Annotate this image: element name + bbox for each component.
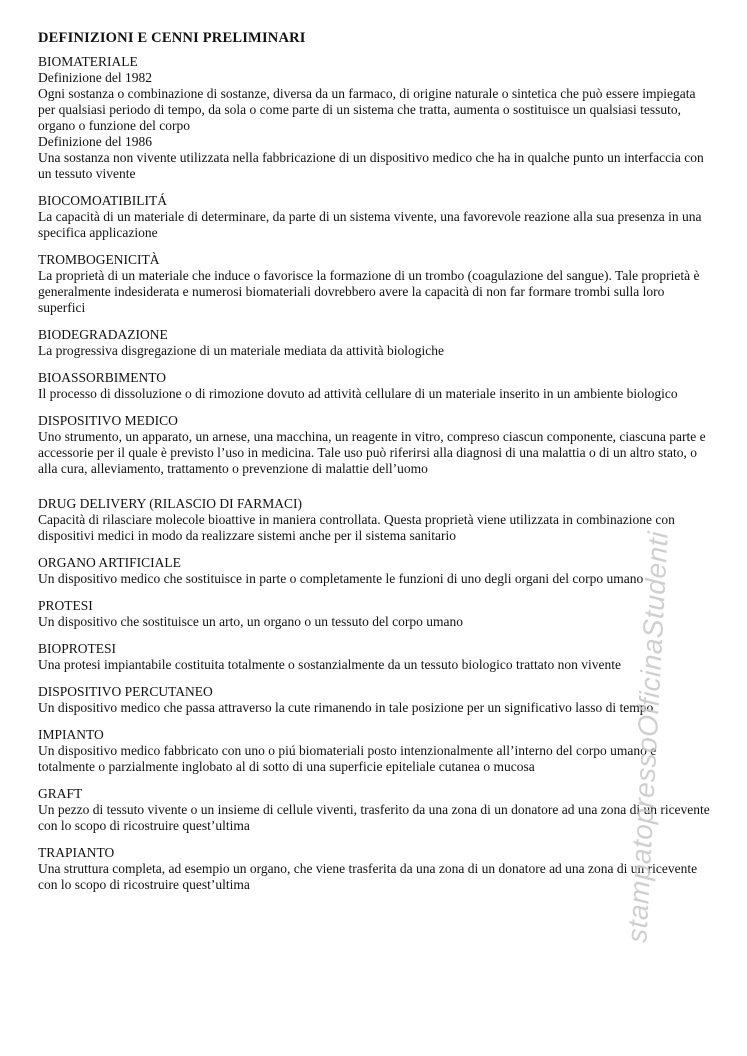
definition-text: Un dispositivo medico che sostituisce in parte o completamente le funzioni di uno degli organi del corpo umano xyxy=(38,571,644,586)
definition-term: TROMBOGENICITÀ xyxy=(38,252,160,267)
definition-term: BIODEGRADAZIONE xyxy=(38,327,168,342)
definition-section xyxy=(38,54,713,182)
definition-section xyxy=(38,413,713,477)
definition-text: Una struttura completa, ad esempio un organo, che viene trasferita da una zona di un donatore ad una zona di un ricevente con lo scopo di ricostruire quest’ultima xyxy=(38,861,698,892)
definition-text: Un dispositivo medico fabbricato con uno o piú biomateriali posto intenzionalmente all’interno del corpo umano e totalmente o parzialmente inglobato al di sotto di una superficie epiteliale cutanea o mucosa xyxy=(38,743,657,774)
definition-term: BIOPROTESI xyxy=(38,641,117,656)
definition-term: GRAFT xyxy=(38,786,83,801)
definition-term: DISPOSITIVO PERCUTANEO xyxy=(38,684,213,699)
definition-text: La proprietà di un materiale che induce o favorisce la formazione di un trombo (coagulazione del sangue). Tale proprietà è generalmente indesiderata e numerosi biomateriali dovrebbero avere la capacità di non far formare trombi sulla loro superfici xyxy=(38,268,700,315)
definition-term: DRUG DELIVERY (RILASCIO DI FARMACI) xyxy=(38,496,302,511)
definition-text: La capacità di un materiale di determinare, da parte di un sistema vivente, una favorevole reazione alla sua presenza in una specifica applicazione xyxy=(38,209,702,240)
definition-section xyxy=(38,555,713,587)
definition-section xyxy=(38,193,713,241)
definition-term: BIOASSORBIMENTO xyxy=(38,370,167,385)
definition-term: DISPOSITIVO MEDICO xyxy=(38,413,178,428)
definition-text: Un dispositivo che sostituisce un arto, un organo o un tessuto del corpo umano xyxy=(38,614,463,629)
definition-section xyxy=(38,684,713,716)
definition-term: TRAPIANTO xyxy=(38,845,115,860)
definition-term: IMPIANTO xyxy=(38,727,104,742)
definition-section xyxy=(38,496,713,544)
definition-text: Definizione del 1986 xyxy=(38,134,152,149)
definition-text: Il processo di dissoluzione o di rimozione dovuto ad attività cellulare di un materiale inserito in un ambiente biologico xyxy=(38,386,678,401)
definition-section xyxy=(38,727,713,775)
definition-text: Una sostanza non vivente utilizzata nella fabbricazione di un dispositivo medico che ha in qualche punto un interfaccia con un tessuto vivente xyxy=(38,150,704,181)
definitions-list xyxy=(38,54,713,893)
definition-text: Capacità di rilasciare molecole bioattive in maniera controllata. Questa proprietà viene utilizzata in combinazione con dispositivi medici in modo da realizzare sistemi anche per il sistema sanitario xyxy=(38,512,675,543)
definition-text: Ogni sostanza o combinazione di sostanze, diversa da un farmaco, di origine naturale o sintetica che può essere impiegata per qualsiasi periodo di tempo, da sola o come parte di un sistema che tratta, aumenta o sostituisce un qualsiasi tessuto, organo o funzione del corpo xyxy=(38,86,696,133)
definition-term: BIOCOMOATIBILITÁ xyxy=(38,193,167,208)
definition-text: Un dispositivo medico che passa attraverso la cute rimanendo in tale posizione per un significativo lasso di tempo xyxy=(38,700,654,715)
definition-section xyxy=(38,252,713,316)
definition-term: BIOMATERIALE xyxy=(38,54,138,69)
page-title: DEFINIZIONI E CENNI PRELIMINARI xyxy=(38,30,306,46)
definition-section xyxy=(38,641,713,673)
definition-section xyxy=(38,786,713,834)
definition-text: Una protesi impiantabile costituita totalmente o sostanzialmente da un tessuto biologico trattato non vivente xyxy=(38,657,621,672)
definition-section xyxy=(38,845,713,893)
definition-text: Un pezzo di tessuto vivente o un insieme di cellule viventi, trasferito da una zona di un donatore ad una zona di un ricevente con lo scopo di ricostruire quest’ultima xyxy=(38,802,710,833)
watermark-text: stampatopressoOfficinaStudenti xyxy=(621,530,674,944)
definition-text: La progressiva disgregazione di un materiale mediata da attività biologiche xyxy=(38,343,444,358)
definition-section xyxy=(38,598,713,630)
definition-section xyxy=(38,327,713,359)
definition-section xyxy=(38,370,713,402)
definition-text: Uno strumento, un apparato, un arnese, una macchina, un reagente in vitro, compreso ciascun componente, ciascuna parte e accessorie per il quale è previsto l’uso in medicina. Tale uso può riferirsi alla diagnosi di una malattia o di un altro stato, o alla cura, alleviamento, trattamento o prevenzione di malattie dell’uomo xyxy=(38,429,706,476)
definition-term: PROTESI xyxy=(38,598,93,613)
definition-text: Definizione del 1982 xyxy=(38,70,152,85)
definition-term: ORGANO ARTIFICIALE xyxy=(38,555,181,570)
